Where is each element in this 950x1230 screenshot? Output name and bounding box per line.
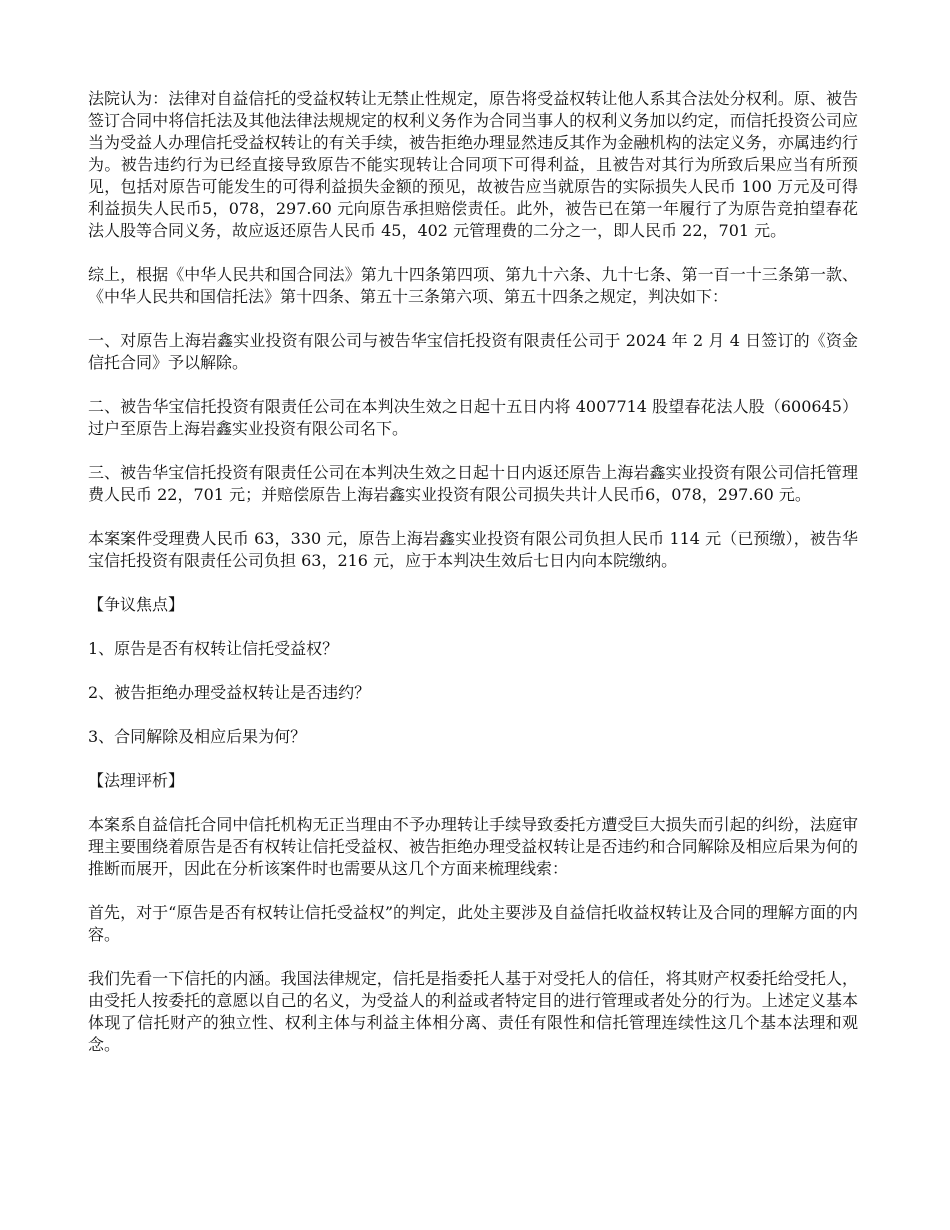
judgment-basis-paragraph: 综上，根据《中华人民共和国合同法》第九十四条第四项、第九十六条、九十七条、第一百一十三条第一款、《中华人民共和国信托法》第十四条、第五十三条第六项、第五十四条之规定，判决如下：: [88, 265, 858, 306]
dispute-heading: 【争议焦点】: [88, 595, 185, 614]
dispute-item-2: 2、被告拒绝办理受益权转让是否违约？: [88, 683, 371, 702]
dispute-item-1: 1、原告是否有权转让信托受益权？: [88, 639, 339, 658]
analysis-heading: 【法理评析】: [88, 771, 185, 790]
document-page: [88, 88, 858, 1078]
judgment-item-3: 三、被告华宝信托投资有限责任公司在本判决生效之日起十日内返还原告上海岩鑫实业投资有限公司信托管理费人民币 22，701 元；并赔偿原告上海岩鑫实业投资有限公司损失共计人民币6，078，297.60 元。: [88, 463, 858, 504]
judgment-item-2: 二、被告华宝信托投资有限责任公司在本判决生效之日起十五日内将 4007714 股望春花法人股（600645）过户至原告上海岩鑫实业投资有限公司名下。: [88, 397, 858, 438]
court-opinion-paragraph: 法院认为：法律对自益信托的受益权转让无禁止性规定，原告将受益权转让他人系其合法处分权利。原、被告签订合同中将信托法及其他法律法规规定的权利义务作为合同当事人的权利义务加以约定，而信托投资公司应当为受益人办理信托受益权转让的有关手续，被告拒绝办理显然违反其作为金融机构的法定义务，亦属违约行为。被告违约行为已经直接导致原告不能实现转让合同项下可得利益，且被告对其行为所致后果应当有所预见，包括对原告可能发生的可得利益损失金额的预见，故被告应当就原告的实际损失人民币 100 万元及可得利益损失人民币5，078，297.60 元向原告承担赔偿责任。此外，被告已在第一年履行了为原告竞拍望春花法人股等合同义务，故应返还原告人民币 45，402 元管理费的二分之一，即人民币 22，701 元。: [88, 89, 858, 240]
court-fee-paragraph: 本案案件受理费人民币 63，330 元，原告上海岩鑫实业投资有限公司负担人民币 114 元（已预缴），被告华宝信托投资有限责任公司负担 63，216 元，应于本判决生效后七日内向本院缴纳。: [88, 529, 858, 570]
analysis-paragraph-1: 本案系自益信托合同中信托机构无正当理由不予办理转让手续导致委托方遭受巨大损失而引起的纠纷，法庭审理主要围绕着原告是否有权转让信托受益权、被告拒绝办理受益权转让是否违约和合同解除及相应后果为何的推断而展开，因此在分析该案件时也需要从这几个方面来梳理线索：: [88, 815, 858, 878]
analysis-paragraph-3: 我们先看一下信托的内涵。我国法律规定，信托是指委托人基于对受托人的信任，将其财产权委托给受托人，由受托人按委托的意愿以自己的名义，为受益人的利益或者特定目的进行管理或者处分的行为。上述定义基本体现了信托财产的独立性、权利主体与利益主体相分离、责任有限性和信托管理连续性这几个基本法理和观念。: [88, 969, 858, 1054]
judgment-item-1: 一、对原告上海岩鑫实业投资有限公司与被告华宝信托投资有限责任公司于 2024 年 2 月 4 日签订的《资金信托合同》予以解除。: [88, 331, 858, 372]
dispute-item-3: 3、合同解除及相应后果为何？: [88, 727, 307, 746]
analysis-paragraph-2: 首先，对于“原告是否有权转让信托受益权”的判定，此处主要涉及自益信托收益权转让及合同的理解方面的内容。: [88, 903, 858, 944]
